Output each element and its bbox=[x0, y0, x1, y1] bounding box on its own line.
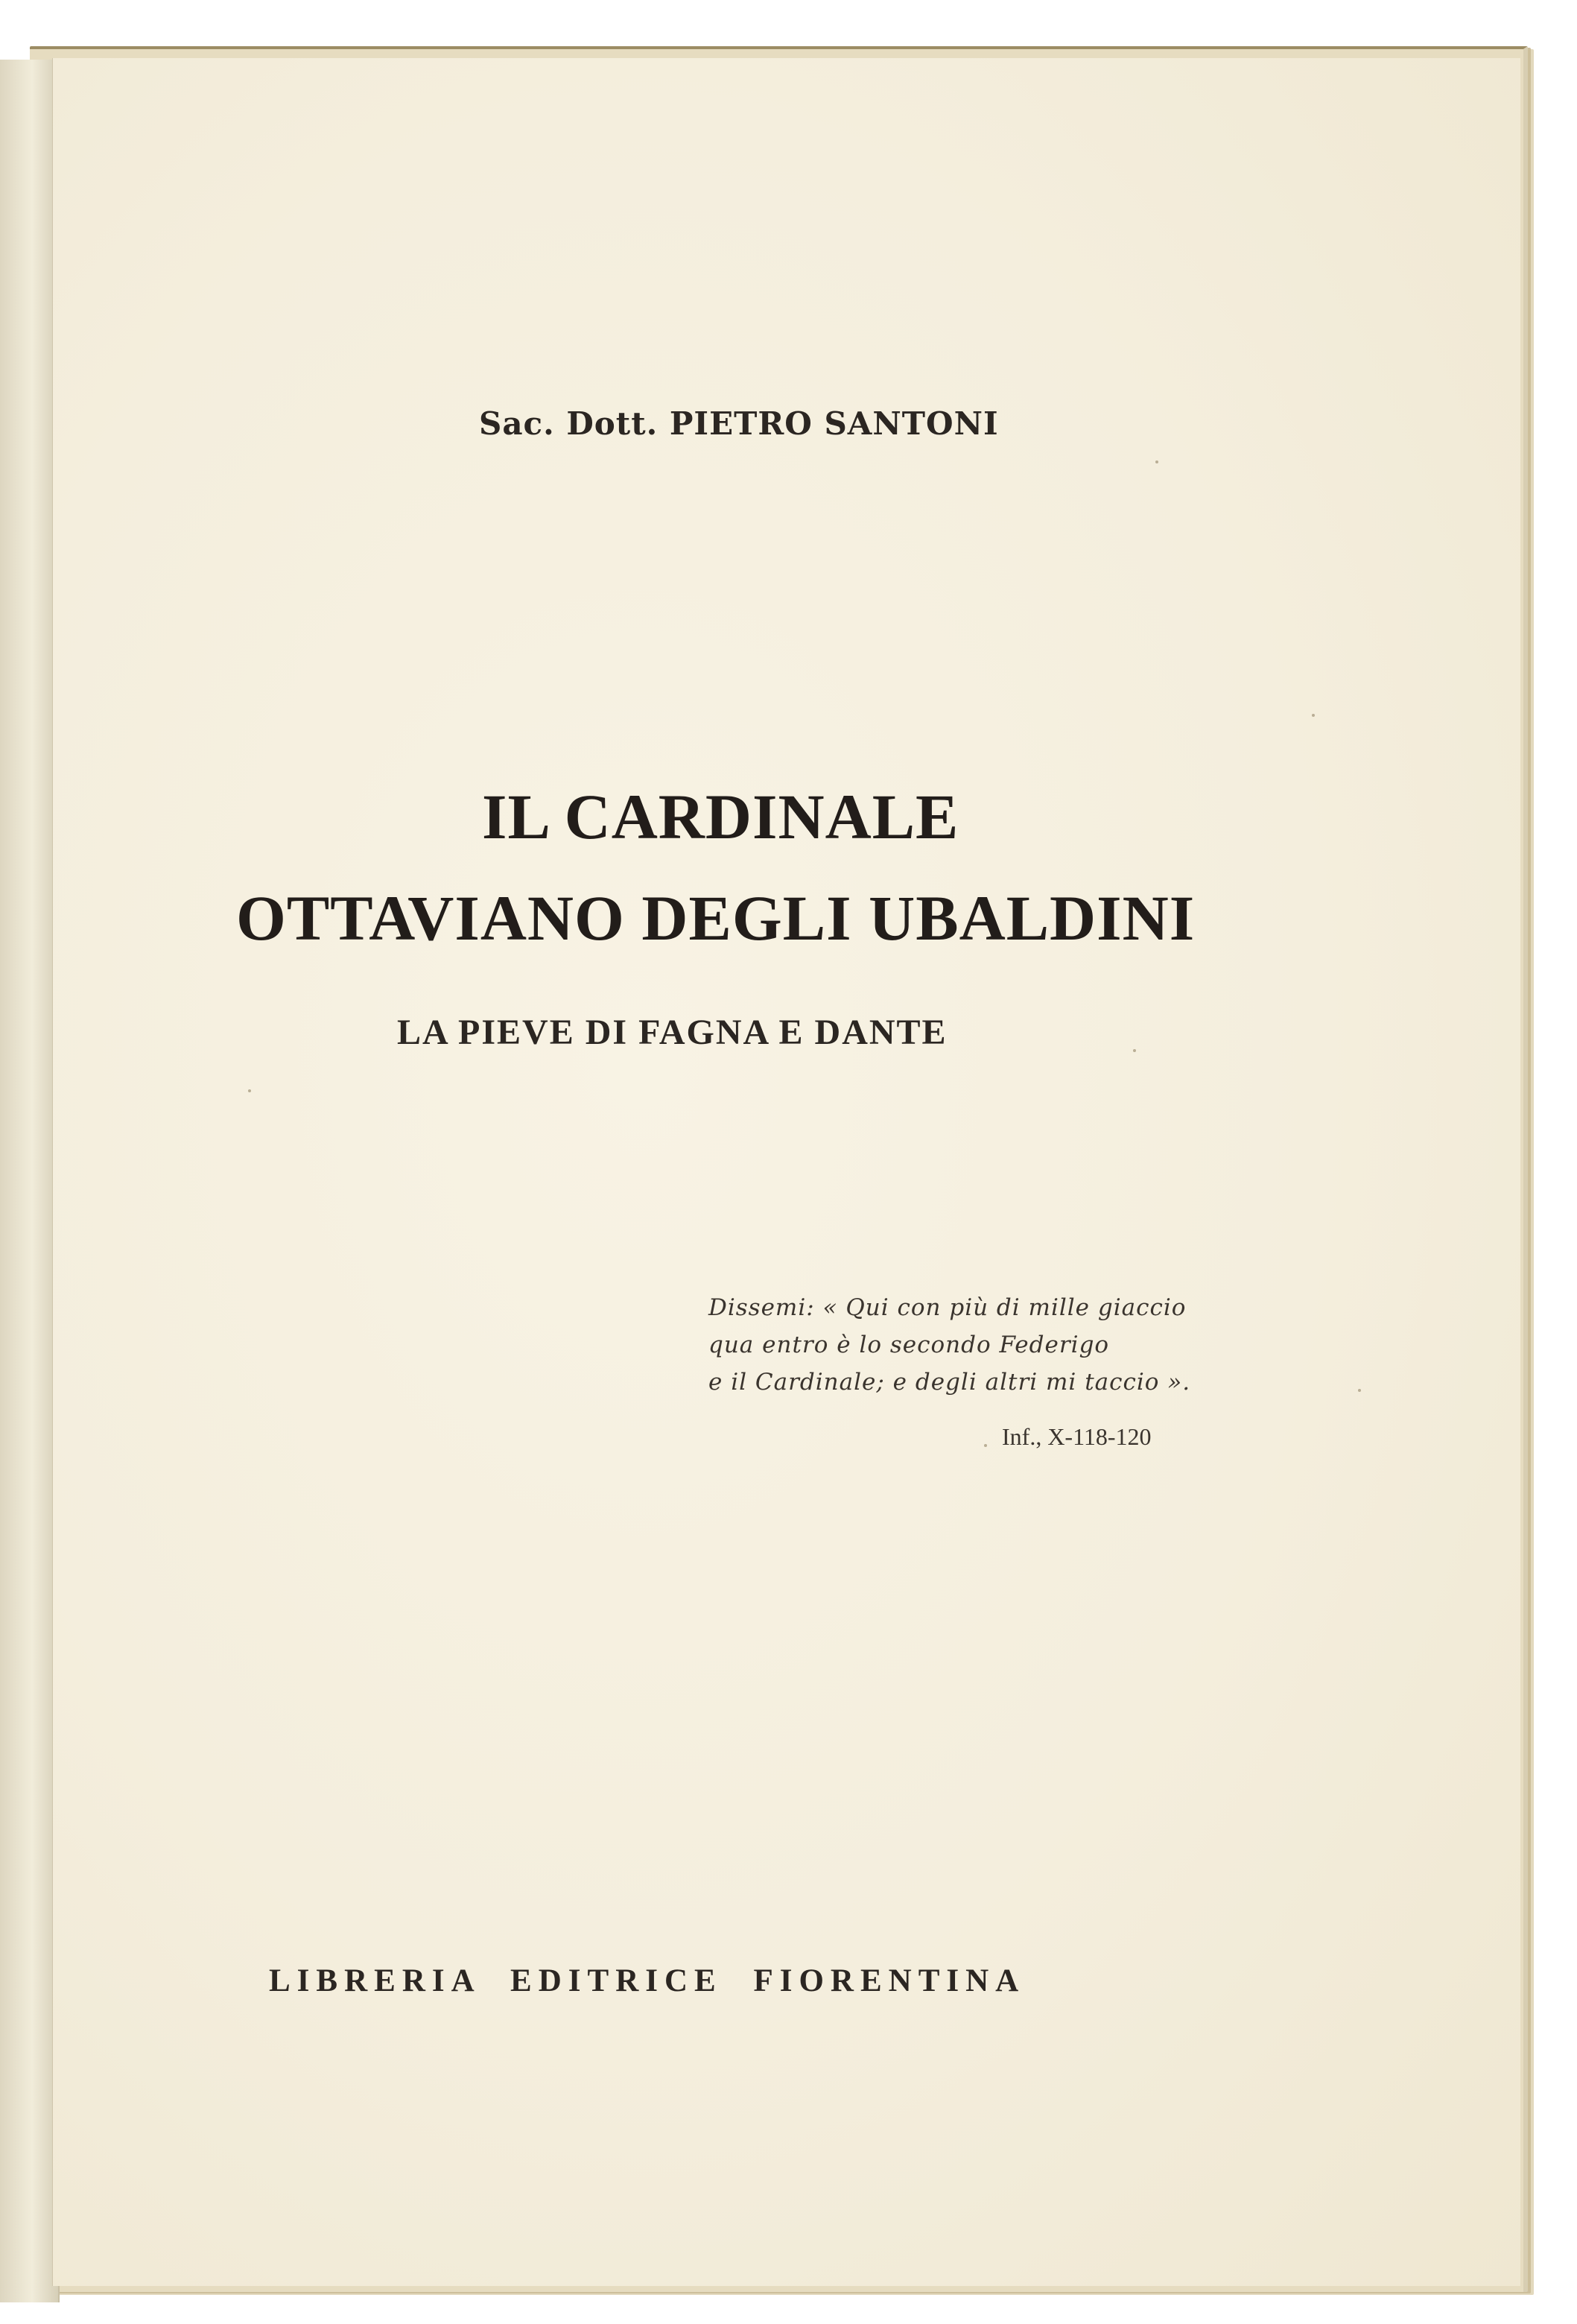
paper-speck bbox=[1155, 460, 1158, 463]
epigraph-line-2: qua entro è lo secondo Federigo bbox=[708, 1332, 1110, 1358]
paper-speck bbox=[1133, 1049, 1136, 1052]
publisher-name: LIBRERIA EDITRICE FIORENTINA bbox=[269, 1963, 1026, 1998]
epigraph-line-1: Dissemi: « Qui con più di mille giaccio bbox=[708, 1294, 1187, 1321]
epigraph-citation: Inf., X-118-120 bbox=[1002, 1423, 1152, 1450]
paper-speck bbox=[1312, 714, 1315, 717]
title-page bbox=[52, 58, 1520, 2286]
epigraph bbox=[708, 1289, 1190, 1401]
subtitle: LA PIEVE DI FAGNA E DANTE bbox=[397, 1013, 948, 1052]
paper-speck bbox=[248, 1089, 251, 1092]
paper-speck bbox=[984, 1444, 987, 1447]
facing-page-edge bbox=[0, 60, 60, 2302]
author-name: Sac. Dott. PIETRO SANTONI bbox=[479, 405, 999, 442]
epigraph-line-3: e il Cardinale; e degli altri mi taccio ». bbox=[708, 1369, 1191, 1396]
paper-speck bbox=[1358, 1389, 1361, 1392]
title-line-1: IL CARDINALE bbox=[482, 781, 959, 852]
title-line-2: OTTAVIANO DEGLI UBALDINI bbox=[236, 882, 1196, 954]
